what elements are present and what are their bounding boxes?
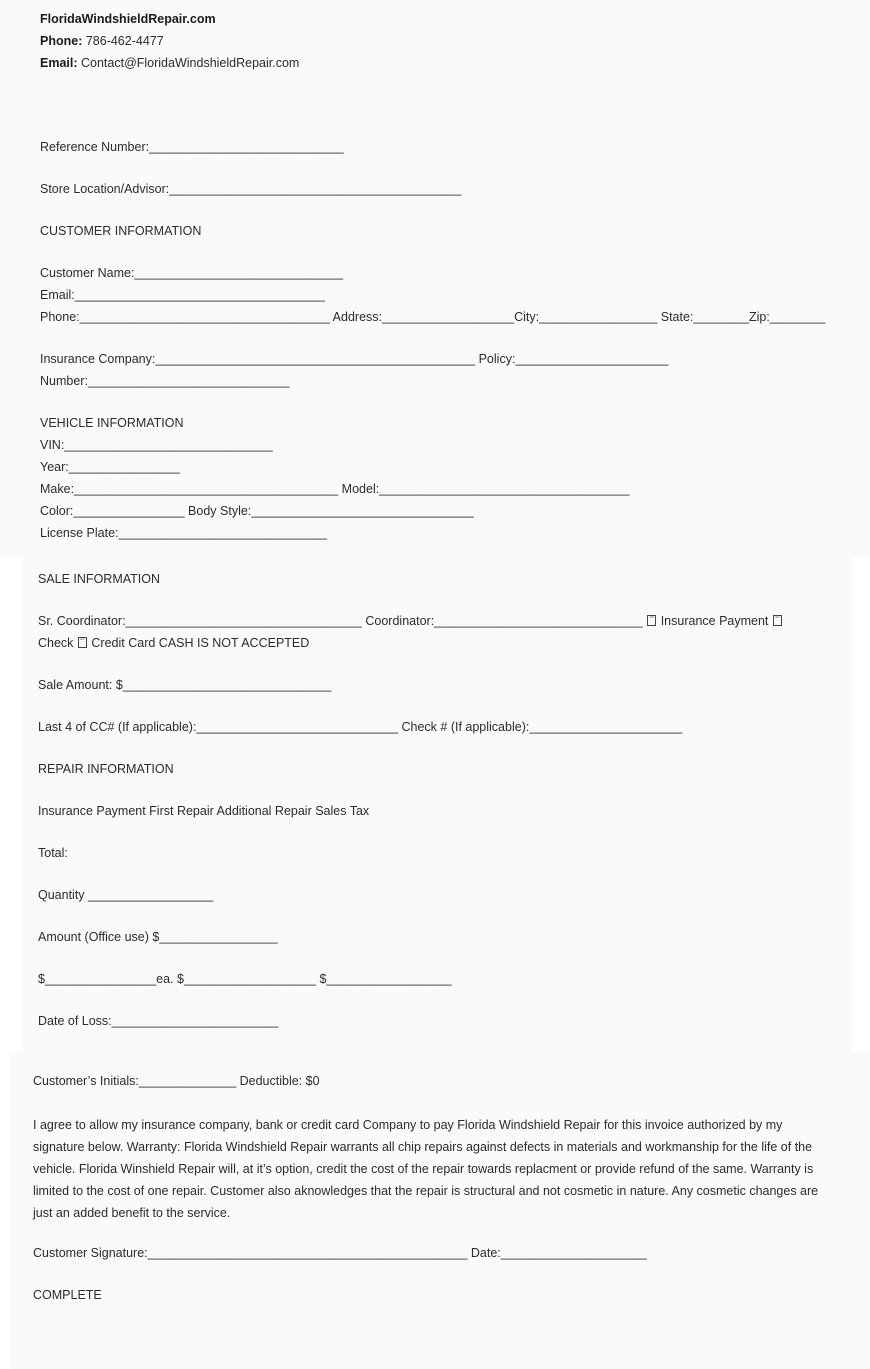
- customer-name-field[interactable]: Customer Name:______________________________: [40, 266, 344, 280]
- credit-card-label: Credit Card CASH IS NOT ACCEPTED: [91, 636, 310, 650]
- contact-email: Email: Contact@FloridaWindshieldRepair.com: [40, 56, 300, 70]
- phone-address-field[interactable]: Phone:____________________________________ Address:___________________City:_________________ State:________Zip:________: [40, 310, 826, 324]
- vehicle-information-heading: VEHICLE INFORMATION: [40, 416, 184, 430]
- checkbox-icon[interactable]: ▫▫: [78, 637, 87, 648]
- make-model-field[interactable]: Make:______________________________________ Model:____________________________________: [40, 482, 630, 496]
- sale-amount-field[interactable]: Sale Amount: $______________________________: [38, 678, 332, 692]
- policy-number-field[interactable]: Number:_____________________________: [40, 374, 290, 388]
- contact-phone: Phone: 786-462-4477: [40, 34, 164, 48]
- checkbox-icon[interactable]: ▫▫: [647, 615, 656, 626]
- complete-label: COMPLETE: [33, 1288, 102, 1302]
- checkbox-icon[interactable]: ▫▫: [773, 615, 782, 626]
- customer-information-heading: CUSTOMER INFORMATION: [40, 224, 202, 238]
- color-body-style-field[interactable]: Color:________________ Body Style:________________________________: [40, 504, 474, 518]
- initials-deductible-field[interactable]: Customer’s Initials:______________ Deductible: $0: [33, 1074, 320, 1088]
- repair-information-heading: REPAIR INFORMATION: [38, 762, 174, 776]
- check-label: Check: [38, 636, 74, 650]
- quantity-field[interactable]: Quantity __________________: [38, 888, 214, 902]
- total-label: Total:: [38, 846, 68, 860]
- license-plate-field[interactable]: License Plate:______________________________: [40, 526, 328, 540]
- price-fields[interactable]: $________________ea. $___________________ $__________________: [38, 972, 452, 986]
- coordinator-field[interactable]: Sr. Coordinator:__________________________________ Coordinator:______________________________: [38, 614, 643, 628]
- signature-date-field[interactable]: Customer Signature:______________________________________________ Date:_____________________: [33, 1246, 647, 1260]
- date-of-loss-field[interactable]: Date of Loss:________________________: [38, 1014, 279, 1028]
- agreement-paragraph: I agree to allow my insurance company, bank or credit card Company to pay Florida Windshield Repair for this invoice authorized by my signature below. Warranty: Florida Windshield Repair warrants all chip repairs against defects in materials and workmanship for the life of the vehicle. Florida Winshield Repair will, at it’s option, credit the cost of the repair towards replacment or provide refund of the same. Warranty is limited to the cost of one repair. Customer also aknowledges that the repair is structural and not cosmetic in nature. Any cosmetic changes are just an added benefit to the service.: [33, 1118, 819, 1220]
- last4-check-field[interactable]: Last 4 of CC# (If applicable):_____________________________ Check # (If applicable):______________________: [38, 720, 683, 734]
- payment-method-line: [38, 635, 309, 651]
- insurance-payment-label: Insurance Payment: [660, 614, 769, 628]
- insurance-company-field[interactable]: Insurance Company:______________________________________________ Policy:______________________: [40, 352, 669, 366]
- vin-field[interactable]: VIN:______________________________: [40, 438, 273, 452]
- coordinator-fields: [38, 613, 783, 629]
- store-location-field[interactable]: Store Location/Advisor:__________________________________________: [40, 182, 462, 196]
- reference-number-field[interactable]: Reference Number:____________________________: [40, 140, 344, 154]
- sale-information-heading: SALE INFORMATION: [38, 572, 161, 586]
- site-name: FloridaWindshieldRepair.com: [40, 12, 216, 26]
- amount-office-field[interactable]: Amount (Office use) $_________________: [38, 930, 278, 944]
- repair-items-line: Insurance Payment First Repair Additional Repair Sales Tax: [38, 804, 370, 818]
- email-field[interactable]: Email:____________________________________: [40, 288, 325, 302]
- year-field[interactable]: Year:________________: [40, 460, 180, 474]
